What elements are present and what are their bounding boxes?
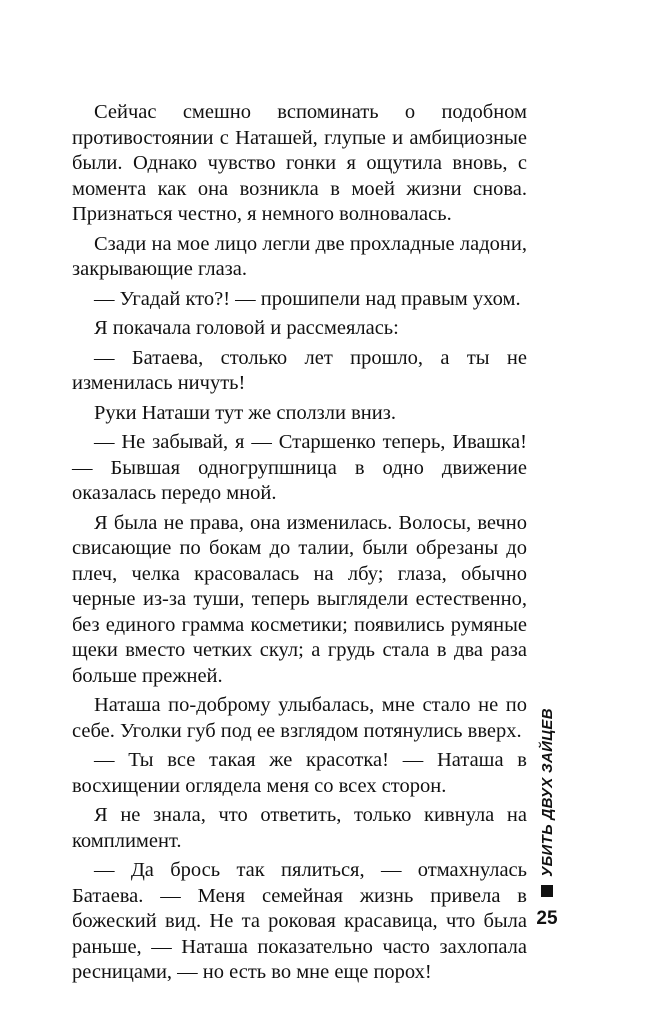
- paragraph: — Батаева, столько лет прошло, а ты не изменилась ничуть!: [72, 346, 527, 394]
- paragraph: Я не знала, что ответить, только кивнула на комплимент.: [72, 804, 527, 852]
- paragraph: — Угадай кто?! — прошипели над правым ухом.: [94, 287, 521, 310]
- paragraph: Наташа по-доброму улыбалась, мне стало не по себе. Уголки губ под ее взглядом потянулись вверх.: [72, 694, 527, 742]
- paragraph: Сзади на мое лицо легли две прохладные ладони, закрывающие глаза.: [72, 232, 527, 280]
- square-marker-icon: [541, 885, 553, 897]
- page-number: 25: [536, 908, 558, 929]
- running-title-text: УБИТЬ ДВУХ ЗАЙЦЕВ: [538, 708, 556, 877]
- paragraph: — Да брось так пялиться, — отмахнулась Батаева. — Меня семейная жизнь привела в божеский вид. Не та роковая красавица, что была раньше, — Наташа показательно часто захлопала ресницами, — но есть во мне еще порох!: [72, 859, 527, 983]
- paragraph: — Ты все такая же красотка! — Наташа в восхищении оглядела меня со всех сторон.: [72, 749, 527, 797]
- running-title: [533, 690, 561, 895]
- paragraph: Сейчас смешно вспоминать о подобном противостоянии с Наташей, глупые и амбициозные были. Однако чувство гонки я ощутила вновь, с момента как она возникла в моей жизни снова. Признаться честно, я немного волновалась.: [72, 101, 527, 225]
- paragraph: Я была не права, она изменилась. Волосы, вечно свисающие по бокам до талии, были обрезаны до плеч, челка красовалась на лбу; глаза, обычно черные из-за туши, теперь выглядели естественно, без единого грамма косметики; появились румяные щеки вместо четких скул; а грудь стала в два раза больше прежней.: [72, 511, 527, 687]
- paragraph: Я покачала головой и рассмеялась:: [94, 317, 399, 339]
- paragraph: Руки Наташи тут же сползли вниз.: [94, 401, 396, 424]
- paragraph: — Не забывай, я — Старшенко теперь, Ивашка! — Бывшая одногрупшница в одно движение оказалась передо мной.: [72, 431, 527, 504]
- body-text: [72, 100, 527, 990]
